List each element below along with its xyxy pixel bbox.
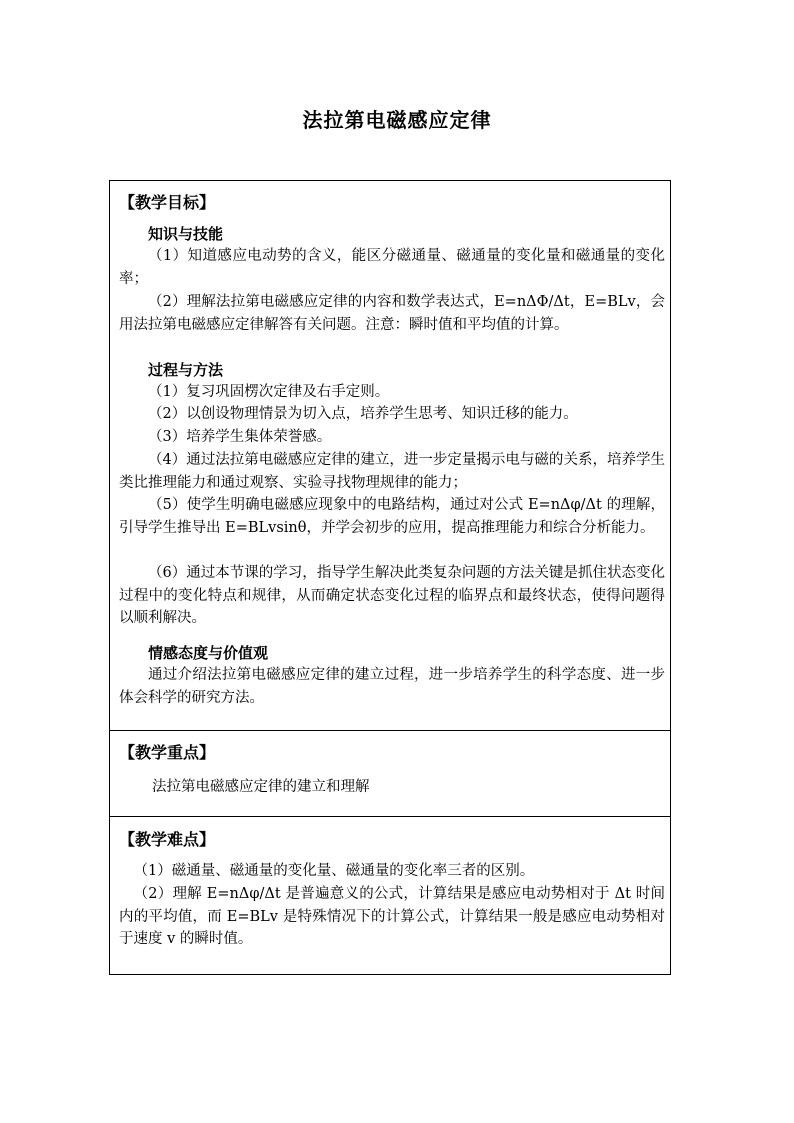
knowledge-item-2: （2）理解法拉第电磁感应定律的内容和数学表达式，E=nΔΦ/Δt，E=BLv，会用法拉第电磁感应定律解答有关问题。注意：瞬时值和平均值的计算。: [119, 294, 665, 333]
difficulty-section: [109, 816, 671, 975]
process-item-5: （5）使学生明确电磁感应现象中的电路结构，通过对公式 E=nΔφ/Δt 的理解，引导学生推导出 E=BLvsinθ，并学会初步的应用，提高推理能力和综合分析能力。: [119, 497, 665, 536]
attitude-label: 情感态度与价值观: [148, 644, 269, 662]
page-title: 法拉第电磁感应定律: [302, 108, 492, 132]
difficulty-heading: 【教学难点】: [119, 830, 216, 849]
process-item-2: （2）以创设物理情景为切入点，培养学生思考、知识迁移的能力。: [148, 406, 578, 422]
difficulty-item-2: （2）理解 E=nΔφ/Δt 是普遍意义的公式，计算结果是感应电动势相对于 Δt 时间内的平均值，而 E=BLv 是特殊情况下的计算公式，计算结果一般是感应电动势相对于速度 v 的瞬时值。: [119, 886, 665, 948]
process-item-6: （6）通过本节课的学习，指导学生解决此类复杂问题的方法关键是抓住状态变化过程中的变化特点和规律，从而确定状态变化过程的临界点和最终状态，使得问题得以顺利解决。: [119, 565, 665, 627]
key-point-heading: 【教学重点】: [119, 743, 216, 762]
attitude-text: 通过介绍法拉第电磁感应定律的建立过程，进一步培养学生的科学态度、进一步体会科学的研究方法。: [119, 667, 665, 706]
objectives-heading: 【教学目标】: [119, 193, 216, 212]
objectives-section: [109, 180, 671, 730]
process-item-3: （3）培养学生集体荣誉感。: [148, 429, 332, 445]
knowledge-item-1: （1）知道感应电动势的含义，能区分磁通量、磁通量的变化量和磁通量的变化率；: [119, 248, 665, 287]
key-point-section: [109, 730, 671, 816]
knowledge-label: 知识与技能: [148, 225, 224, 243]
process-label: 过程与方法: [148, 361, 224, 379]
difficulty-item-1: （1）磁通量、磁通量的变化量、磁通量的变化率三者的区别。: [133, 863, 535, 879]
process-item-4: （4）通过法拉第电磁感应定律的建立，进一步定量揭示电与磁的关系，培养学生类比推理能力和通过观察、实验寻找物理规律的能力；: [119, 452, 665, 491]
key-point-text: 法拉第电磁感应定律的建立和理解: [152, 779, 370, 795]
process-item-1: （1）复习巩固楞次定律及右手定则。: [148, 384, 390, 400]
